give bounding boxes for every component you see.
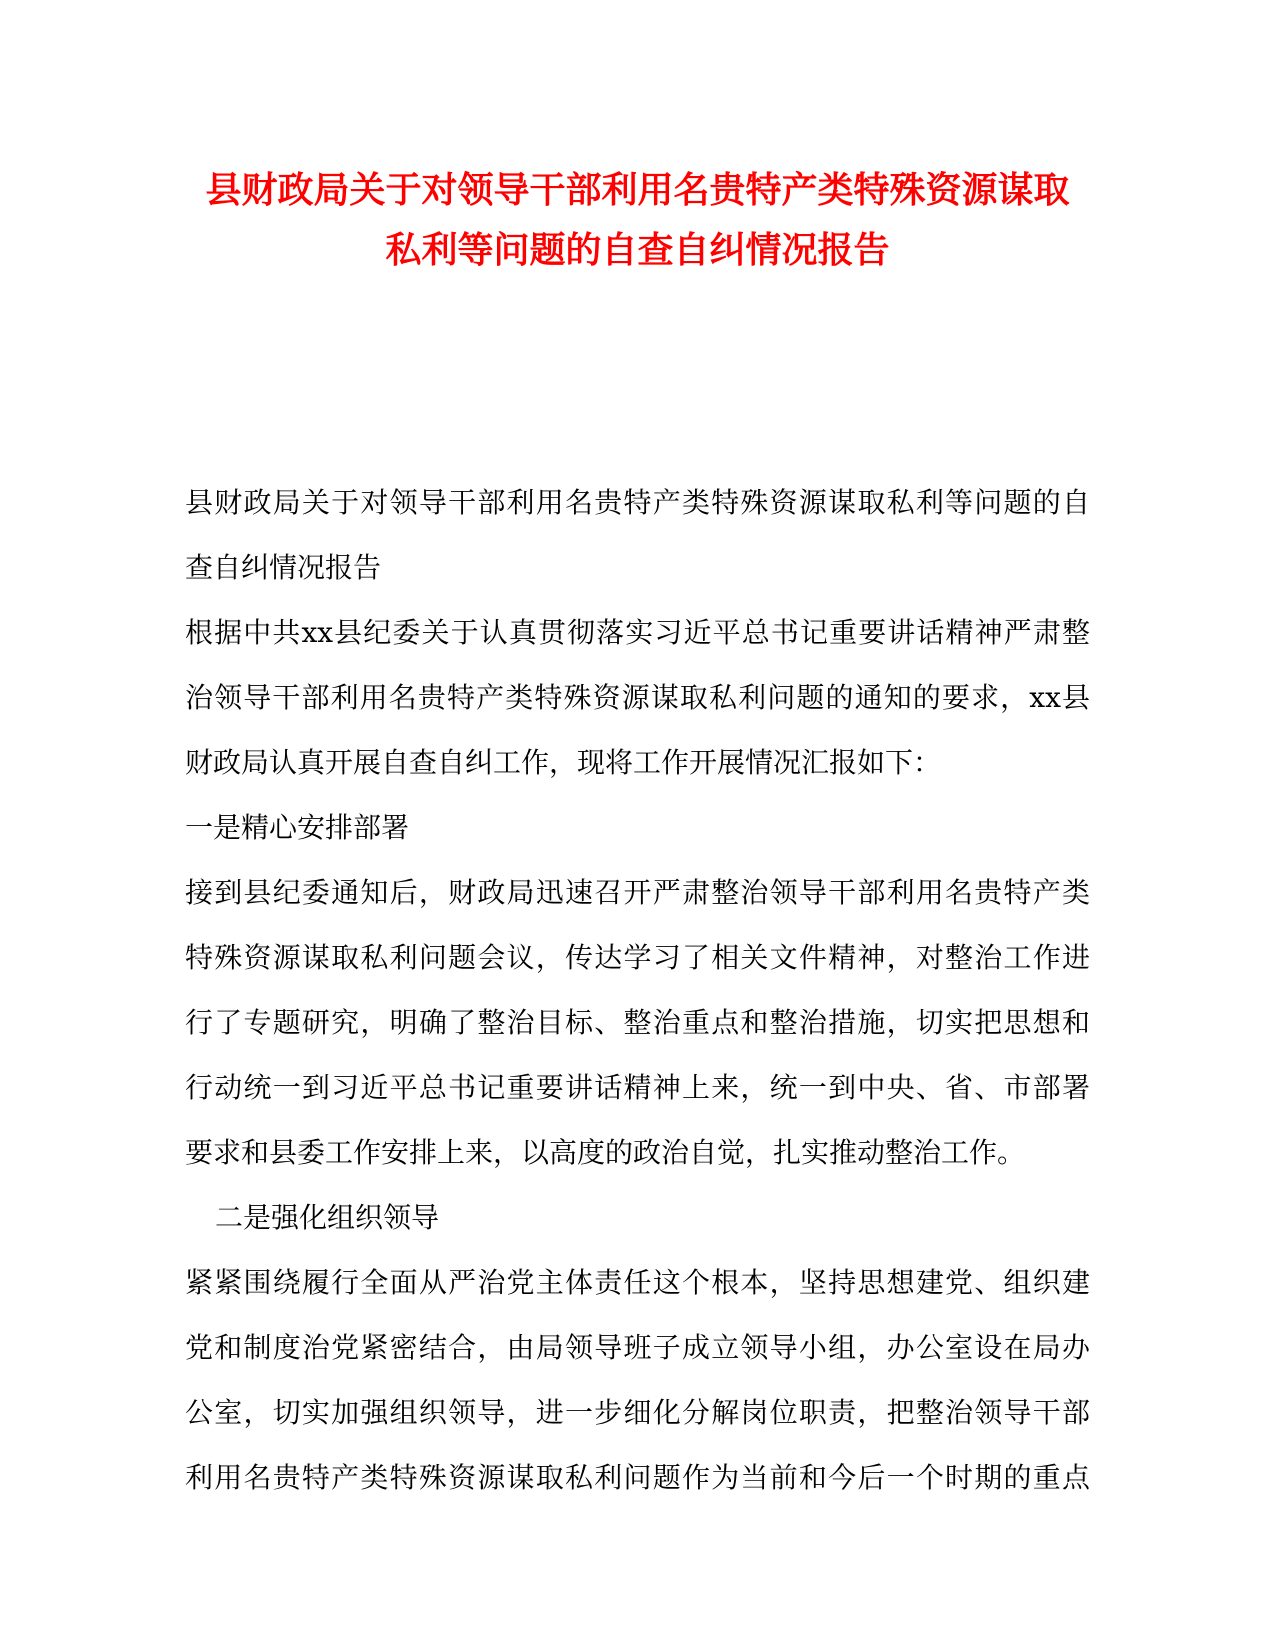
body-line: 行了专题研究，明确了整治目标、整治重点和整治措施，切实把思想和 — [185, 1006, 1090, 1039]
body-line: 要求和县委工作安排上来，以高度的政治自觉，扎实推动整治工作。 — [185, 1136, 1026, 1169]
body-line: 公室，切实加强组织领导，进一步细化分解岗位职责，把整治领导干部 — [185, 1396, 1090, 1429]
section-heading: 一是精心安排部署 — [185, 811, 410, 844]
body-line: 根据中共xx县纪委关于认真贯彻落实习近平总书记重要讲话精神严肃整 — [185, 616, 1090, 649]
body-line: 紧紧围绕履行全面从严治党主体责任这个根本，坚持思想建党、组织建 — [185, 1266, 1090, 1299]
section-heading: 二是强化组织领导 — [215, 1201, 440, 1234]
body-line: 治领导干部利用名贵特产类特殊资源谋取私利问题的通知的要求，xx县 — [185, 681, 1090, 714]
title-line-1: 县财政局关于对领导干部利用名贵特产类特殊资源谋取 — [205, 169, 1070, 211]
body-line: 查自纠情况报告 — [185, 551, 382, 584]
body-line: 行动统一到习近平总书记重要讲话精神上来，统一到中央、省、市部署 — [185, 1071, 1090, 1104]
body-line: 接到县纪委通知后，财政局迅速召开严肃整治领导干部利用名贵特产类 — [185, 876, 1090, 909]
body-line: 财政局认真开展自查自纠工作，现将工作开展情况汇报如下： — [185, 746, 942, 779]
document-body — [185, 470, 1090, 1510]
body-line: 特殊资源谋取私利问题会议，传达学习了相关文件精神，对整治工作进 — [185, 941, 1090, 974]
body-line: 党和制度治党紧密结合，由局领导班子成立领导小组，办公室设在局办 — [185, 1331, 1090, 1364]
body-line: 县财政局关于对领导干部利用名贵特产类特殊资源谋取私利等问题的自 — [185, 486, 1090, 519]
body-line: 利用名贵特产类特殊资源谋取私利问题作为当前和今后一个时期的重点 — [185, 1461, 1090, 1494]
document-title — [160, 160, 1115, 280]
title-line-2: 私利等问题的自查自纠情况报告 — [385, 229, 890, 271]
